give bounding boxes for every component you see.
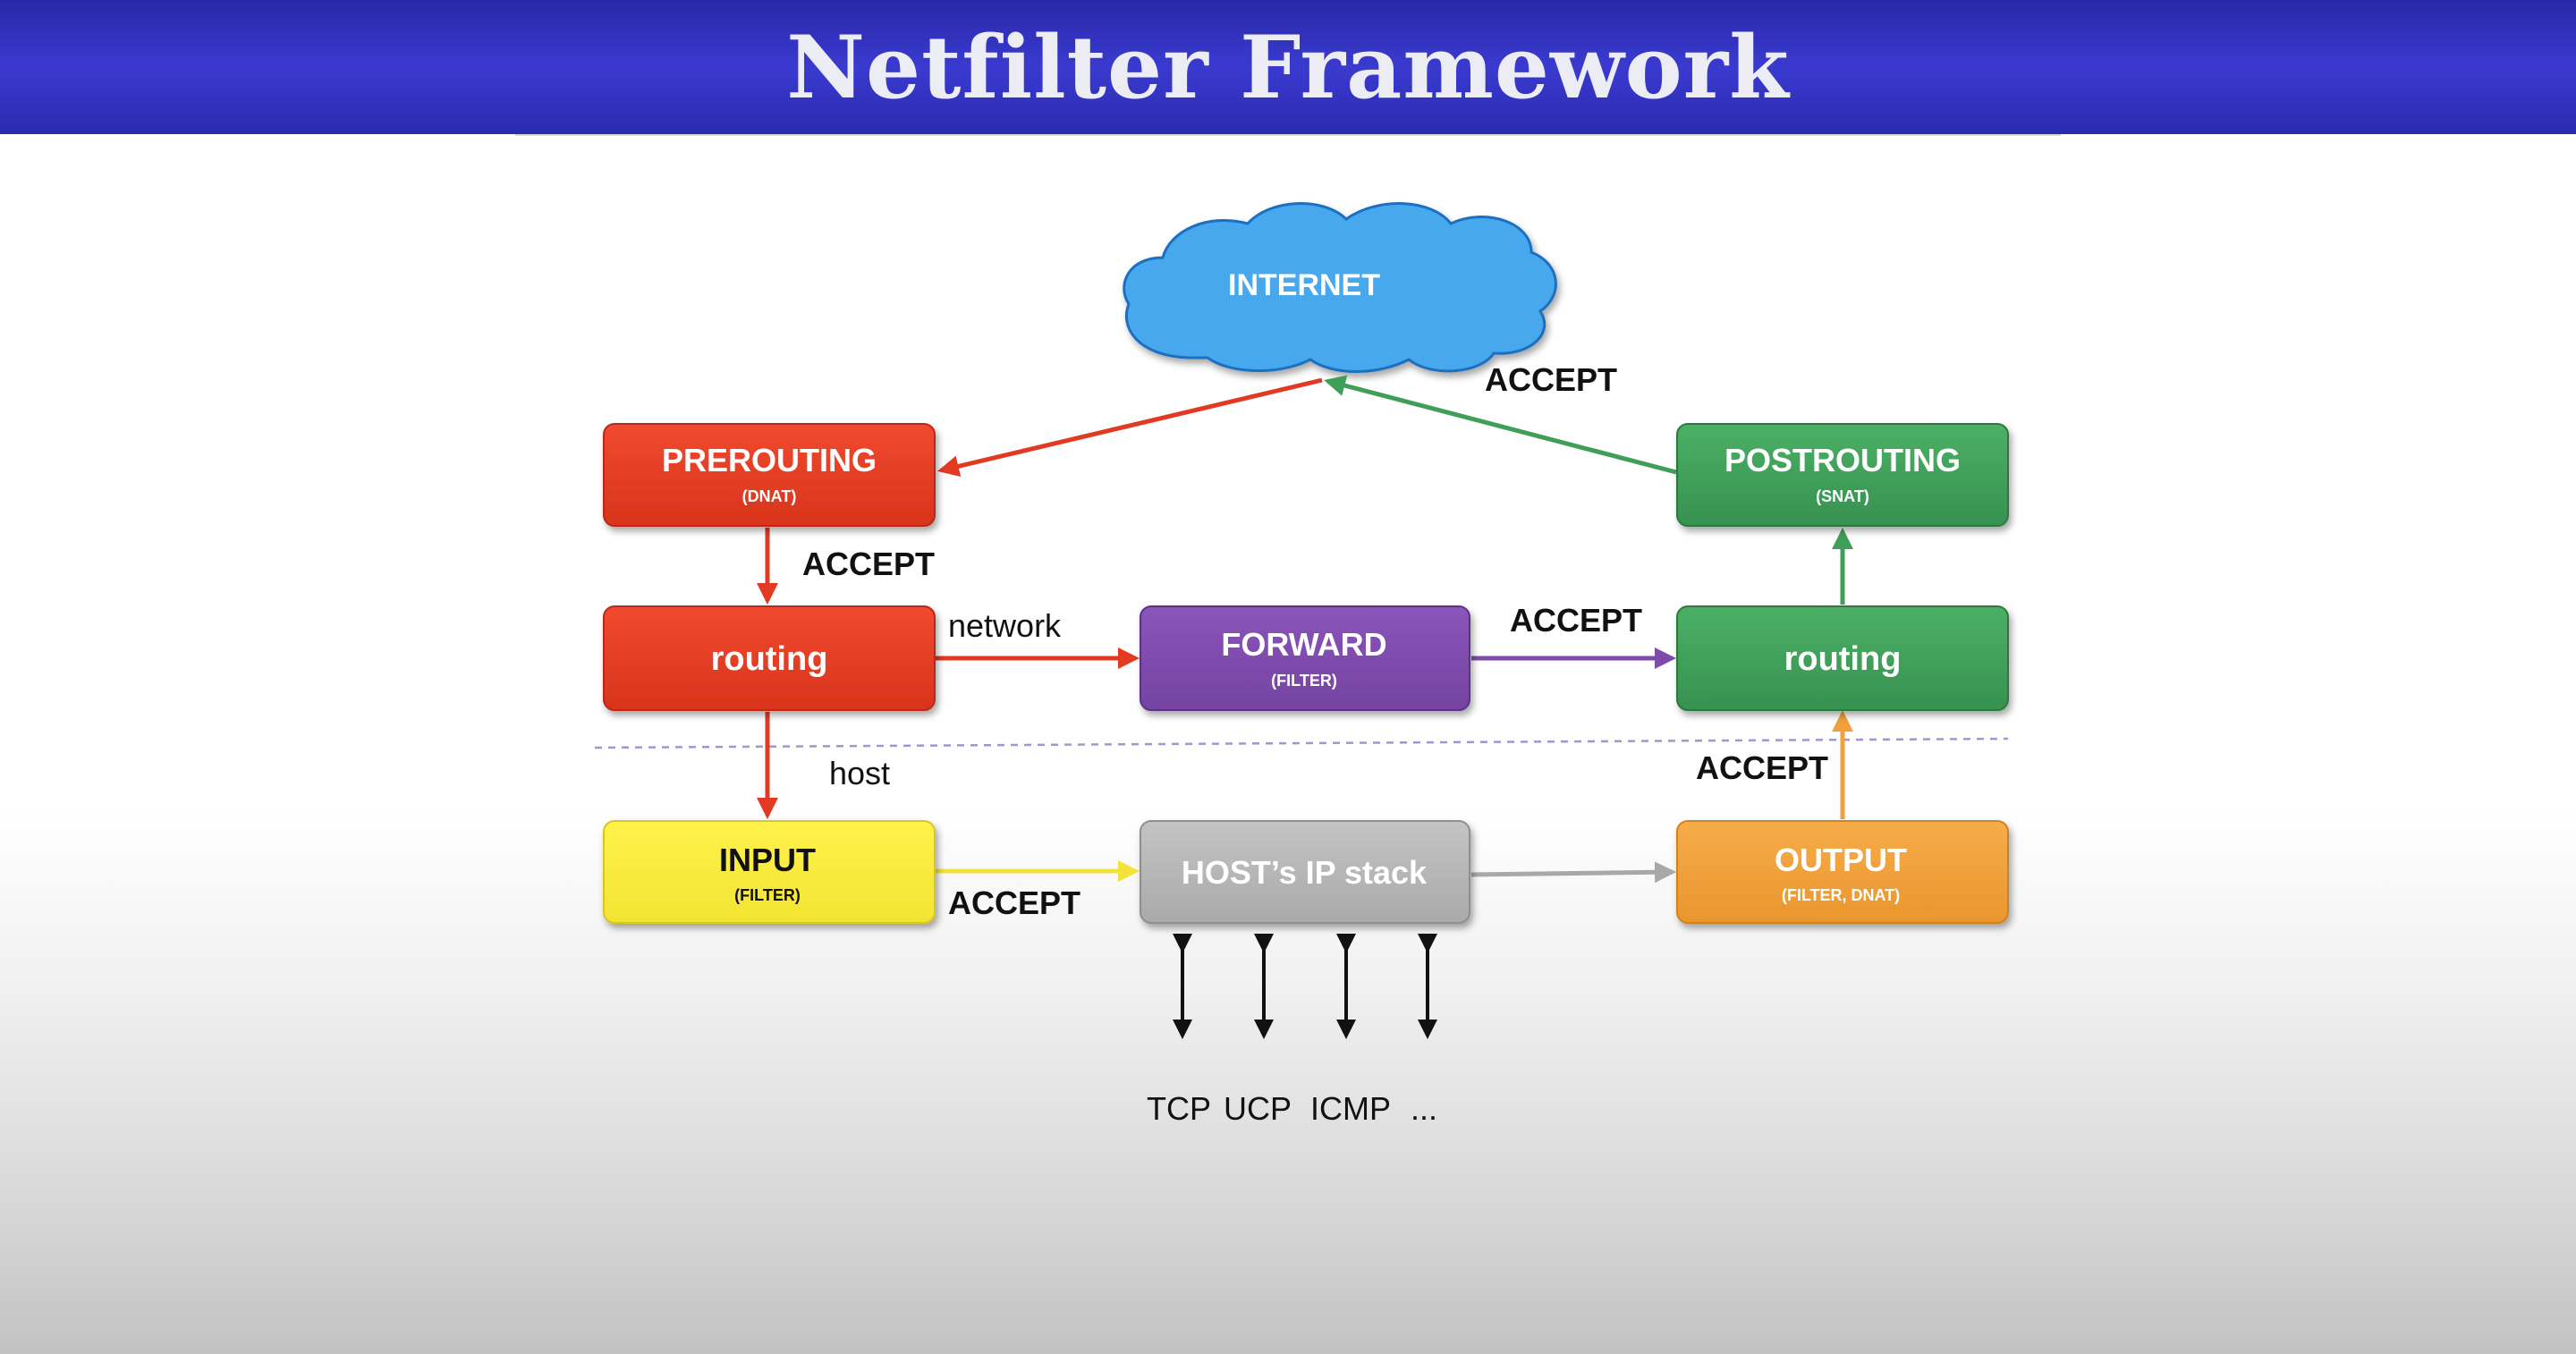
- forward-sub: (FILTER): [1271, 672, 1337, 690]
- input-label: INPUT: [719, 842, 816, 878]
- output-label: OUTPUT: [1775, 842, 1907, 878]
- forward-box: [1140, 606, 1470, 710]
- routing-out-label: routing: [1784, 640, 1902, 678]
- routing-in-box: [604, 606, 935, 710]
- protocol-icmp: ICMP: [1310, 1090, 1391, 1127]
- protocol-tcp: TCP: [1147, 1090, 1211, 1127]
- protocol-arrows: [1182, 950, 1428, 1036]
- forward-label: FORWARD: [1221, 626, 1387, 663]
- output-box: [1677, 821, 2008, 923]
- prerouting-label: PREROUTING: [661, 442, 877, 478]
- routing-out-box: [1677, 606, 2008, 710]
- input-sub: (FILTER): [734, 886, 801, 904]
- internet-accept-label: ACCEPT: [1485, 361, 1618, 398]
- prerouting-sub: (DNAT): [741, 487, 797, 505]
- host-network-divider: [595, 739, 2008, 748]
- prerouting-accept-label: ACCEPT: [802, 546, 936, 582]
- input-accept-label: ACCEPT: [948, 884, 1081, 921]
- postrouting-box: [1677, 424, 2008, 526]
- forward-accept-label: ACCEPT: [1510, 602, 1643, 639]
- page-title: Netfilter Framework: [786, 17, 1790, 118]
- host-ip-stack-label: HOST’s IP stack: [1181, 854, 1428, 891]
- input-box: [604, 821, 935, 923]
- edge-internet-prerouting: [941, 380, 1322, 470]
- protocol-more: ...: [1410, 1090, 1438, 1127]
- postrouting-sub: (SNAT): [1816, 487, 1869, 505]
- prerouting-box: [604, 424, 935, 526]
- host-label: host: [829, 755, 891, 791]
- protocol-ucp: UCP: [1223, 1090, 1292, 1127]
- output-accept-label: ACCEPT: [1696, 749, 1829, 786]
- output-sub: (FILTER, DNAT): [1781, 886, 1901, 904]
- internet-label: INTERNET: [1228, 268, 1380, 302]
- edge-hoststack-output: [1471, 872, 1673, 875]
- postrouting-label: POSTROUTING: [1724, 442, 1962, 478]
- host-ip-stack-box: [1140, 821, 1470, 923]
- network-label: network: [948, 607, 1062, 644]
- routing-in-label: routing: [710, 640, 828, 678]
